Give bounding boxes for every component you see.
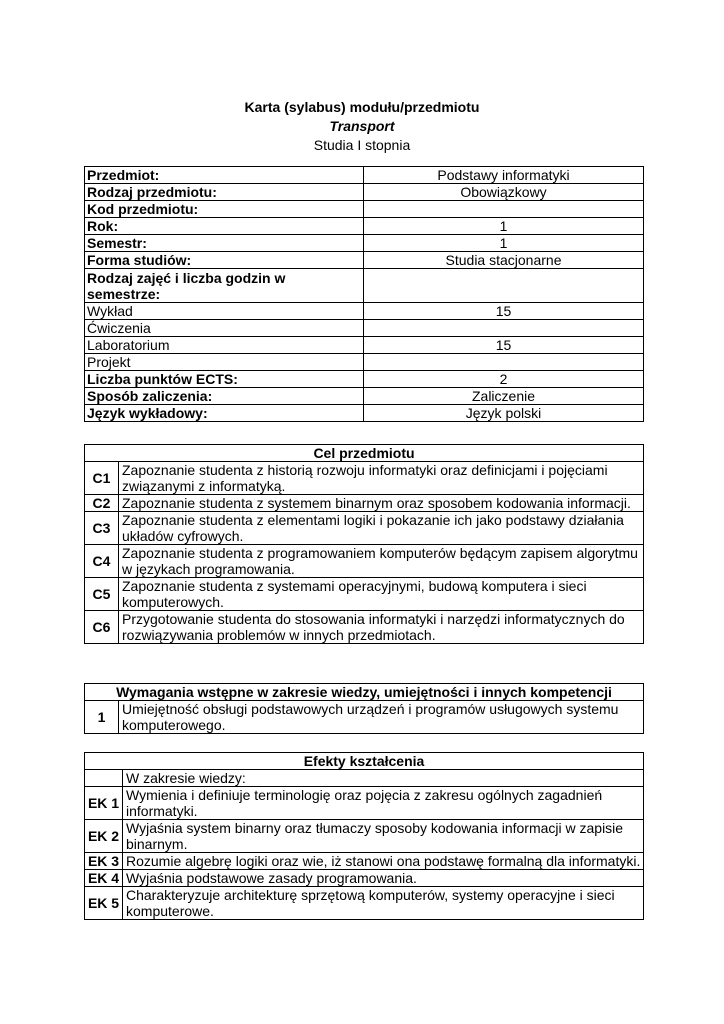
- table-row: [85, 235, 644, 252]
- outcome-code: EK 1: [85, 787, 123, 820]
- outcome-code: EK 3: [85, 853, 123, 870]
- credit-method-label: Sposób zaliczenia:: [85, 388, 364, 405]
- table-row: [85, 405, 644, 422]
- table-row: [85, 337, 644, 354]
- table-row: [85, 611, 644, 644]
- table-header-row: [85, 445, 644, 462]
- year-value: 1: [364, 218, 644, 235]
- table-row: [85, 770, 644, 787]
- exercises-label: Ćwiczenia: [85, 320, 364, 337]
- outcome-text: Wymienia i definiuje terminologię oraz pojęcia z zakresu ogólnych zagadnień informatyki.: [123, 787, 644, 820]
- outcome-text: Wyjaśnia system binarny oraz tłumaczy sposoby kodowania informacji w zapisie binarnym.: [123, 820, 644, 853]
- objective-code: C6: [85, 611, 119, 644]
- table-header-row: [85, 684, 644, 701]
- prerequisite-text: Umiejętność obsługi podstawowych urządzeń i programów usługowych systemu komputerowego.: [119, 701, 644, 734]
- objective-text: Zapoznanie studenta z systemem binarnym oraz sposobem kodowania informacji.: [119, 495, 644, 512]
- subject-type-value: Obowiązkowy: [364, 184, 644, 201]
- objective-code: C5: [85, 578, 119, 611]
- lecture-value: 15: [364, 303, 644, 320]
- table-row: [85, 167, 644, 184]
- table-header-row: [85, 753, 644, 770]
- table-row: [85, 320, 644, 337]
- prerequisites-table: [84, 683, 644, 734]
- subject-value: Podstawy informatyki: [364, 167, 644, 184]
- project-label: Projekt: [85, 354, 364, 371]
- outcomes-subheader: W zakresie wiedzy:: [123, 770, 644, 787]
- outcome-code: [85, 770, 123, 787]
- prerequisite-code: 1: [85, 701, 119, 734]
- exercises-value: [364, 320, 644, 337]
- table-row: [85, 701, 644, 734]
- outcome-code: EK 4: [85, 870, 123, 887]
- year-label: Rok:: [85, 218, 364, 235]
- laboratory-value: 15: [364, 337, 644, 354]
- course-info-table: [84, 166, 644, 422]
- class-hours-label: Rodzaj zajęć i liczba godzin w semestrze:: [85, 269, 364, 303]
- table-row: [85, 545, 644, 578]
- learning-outcomes-table: [84, 752, 644, 920]
- objective-text: Zapoznanie studenta z programowaniem komputerów będącym zapisem algorytmu w językach programowania.: [119, 545, 644, 578]
- document-title: Karta (sylabus) modułu/przedmiotu: [244, 99, 480, 115]
- table-row: [85, 512, 644, 545]
- table-row: [85, 184, 644, 201]
- table-row: [85, 853, 644, 870]
- table-row: [85, 371, 644, 388]
- prerequisites-header: Wymagania wstępne w zakresie wiedzy, umiejętności i innych kompetencji: [85, 684, 644, 701]
- outcome-code: EK 2: [85, 820, 123, 853]
- class-hours-value: [364, 269, 644, 303]
- table-row: [85, 303, 644, 320]
- objective-code: C3: [85, 512, 119, 545]
- language-label: Język wykładowy:: [85, 405, 364, 422]
- table-row: [85, 870, 644, 887]
- subject-code-label: Kod przedmiotu:: [85, 201, 364, 218]
- objective-code: C1: [85, 462, 119, 495]
- table-row: [85, 388, 644, 405]
- table-row: [85, 820, 644, 853]
- study-level: Studia I stopnia: [313, 137, 411, 153]
- semester-label: Semestr:: [85, 235, 364, 252]
- outcome-text: Wyjaśnia podstawowe zasady programowania.: [123, 870, 644, 887]
- table-row: [85, 218, 644, 235]
- table-row: [85, 252, 644, 269]
- objectives-header: Cel przedmiotu: [85, 445, 644, 462]
- credit-method-value: Zaliczenie: [364, 388, 644, 405]
- table-row: [85, 462, 644, 495]
- semester-value: 1: [364, 235, 644, 252]
- document-header: [0, 98, 724, 155]
- outcome-text: Charakteryzuje architekturę sprzętową komputerów, systemy operacyjne i sieci komputerowe.: [123, 887, 644, 920]
- outcomes-header: Efekty kształcenia: [85, 753, 644, 770]
- subject-code-value: [364, 201, 644, 218]
- objective-code: C2: [85, 495, 119, 512]
- table-row: [85, 887, 644, 920]
- subject-type-label: Rodzaj przedmiotu:: [85, 184, 364, 201]
- lecture-label: Wykład: [85, 303, 364, 320]
- study-form-label: Forma studiów:: [85, 252, 364, 269]
- table-row: [85, 201, 644, 218]
- objective-text: Zapoznanie studenta z historią rozwoju informatyki oraz definicjami i pojęciami związanymi z informatyką.: [119, 462, 644, 495]
- table-row: [85, 787, 644, 820]
- ects-label: Liczba punktów ECTS:: [85, 371, 364, 388]
- outcome-code: EK 5: [85, 887, 123, 920]
- laboratory-label: Laboratorium: [85, 337, 364, 354]
- objective-text: Zapoznanie studenta z elementami logiki i pokazanie ich jako podstawy działania układów cyfrowych.: [119, 512, 644, 545]
- subject-label: Przedmiot:: [85, 167, 364, 184]
- language-value: Język polski: [364, 405, 644, 422]
- ects-value: 2: [364, 371, 644, 388]
- table-row: [85, 578, 644, 611]
- project-value: [364, 354, 644, 371]
- table-row: [85, 354, 644, 371]
- study-form-value: Studia stacjonarne: [364, 252, 644, 269]
- course-objectives-table: [84, 444, 644, 644]
- objective-text: Przygotowanie studenta do stosowania informatyki i narzędzi informatycznych do rozwiązywania problemów w innych przedmiotach.: [119, 611, 644, 644]
- objective-code: C4: [85, 545, 119, 578]
- field-of-study: Transport: [329, 118, 395, 134]
- objective-text: Zapoznanie studenta z systemami operacyjnymi, budową komputera i sieci komputerowych.: [119, 578, 644, 611]
- table-row: [85, 495, 644, 512]
- table-row: [85, 269, 644, 303]
- outcome-text: Rozumie algebrę logiki oraz wie, iż stanowi ona podstawę formalną dla informatyki.: [123, 853, 644, 870]
